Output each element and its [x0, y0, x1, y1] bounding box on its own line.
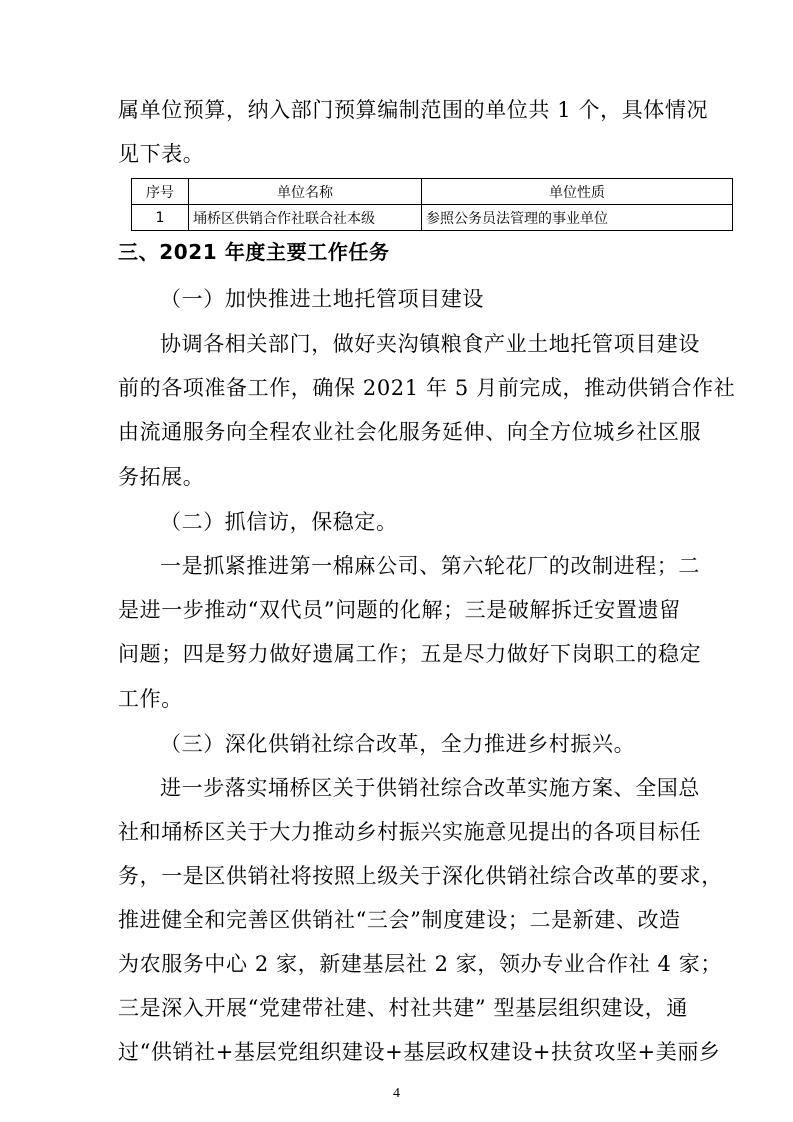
cell-unit-name: 埇桥区供销合作社联合社本级: [189, 205, 422, 231]
unit-table: [131, 178, 733, 231]
col-header-index: 序号: [132, 179, 189, 205]
paragraph-line: 为农服务中心 2 家，新建基层社 2 家，领办专业合作社 4 家；: [118, 952, 722, 976]
paragraph-line: 过“供销社+基层党组织建设+基层政权建设+扶贫攻坚+美丽乡: [118, 1040, 721, 1064]
col-header-unit-name: 单位名称: [189, 179, 422, 205]
paragraph-line: 协调各相关部门，做好夹沟镇粮食产业土地托管项目建设: [160, 332, 700, 356]
intro-line-2: 见下表。: [118, 142, 205, 166]
table-header-row: [132, 179, 733, 205]
col-header-unit-type: 单位性质: [422, 179, 733, 205]
subsection-title-1: （一）加快推进土地托管项目建设: [160, 287, 484, 311]
cell-index: 1: [132, 205, 189, 231]
table-row: [132, 205, 733, 231]
cell-unit-type: 参照公务员法管理的事业单位: [422, 205, 733, 231]
paragraph-line: 前的各项准备工作，确保 2021 年 5 月前完成，推动供销合作社: [118, 376, 736, 400]
paragraph-line: 推进健全和完善区供销社“三会”制度建设；二是新建、改造: [118, 908, 681, 932]
subsection-title-3: （三）深化供销社综合改革，全力推进乡村振兴。: [160, 732, 636, 756]
paragraph-line: 由流通服务向全程农业社会化服务延伸、向全方位城乡社区服: [118, 420, 702, 444]
page-number: 4: [393, 1086, 400, 1101]
paragraph-line: 进一步落实埇桥区关于供销社综合改革实施方案、全国总: [160, 776, 700, 800]
subsection-title-2: （二）抓信访，保稳定。: [160, 510, 398, 534]
section-heading: 三、2021 年度主要工作任务: [118, 240, 390, 264]
paragraph-line: 务，一是区供销社将按照上级关于深化供销社综合改革的要求，: [118, 864, 723, 888]
intro-line-1: 属单位预算，纳入部门预算编制范围的单位共 1 个，具体情况: [118, 98, 709, 122]
paragraph-line: 工作。: [118, 687, 183, 711]
paragraph-line: 一是抓紧推进第一棉麻公司、第六轮花厂的改制进程；二: [160, 554, 700, 578]
paragraph-line: 务拓展。: [118, 465, 205, 489]
paragraph-line: 社和埇桥区关于大力推动乡村振兴实施意见提出的各项目标任: [118, 820, 702, 844]
paragraph-line: 问题；四是努力做好遗属工作；五是尽力做好下岗职工的稳定: [118, 642, 702, 666]
paragraph-line: 是进一步推动“双代员”问题的化解；三是破解拆迁安置遗留: [118, 598, 681, 622]
paragraph-line: 三是深入开展“党建带社建、村社共建” 型基层组织建设，通: [118, 996, 688, 1020]
